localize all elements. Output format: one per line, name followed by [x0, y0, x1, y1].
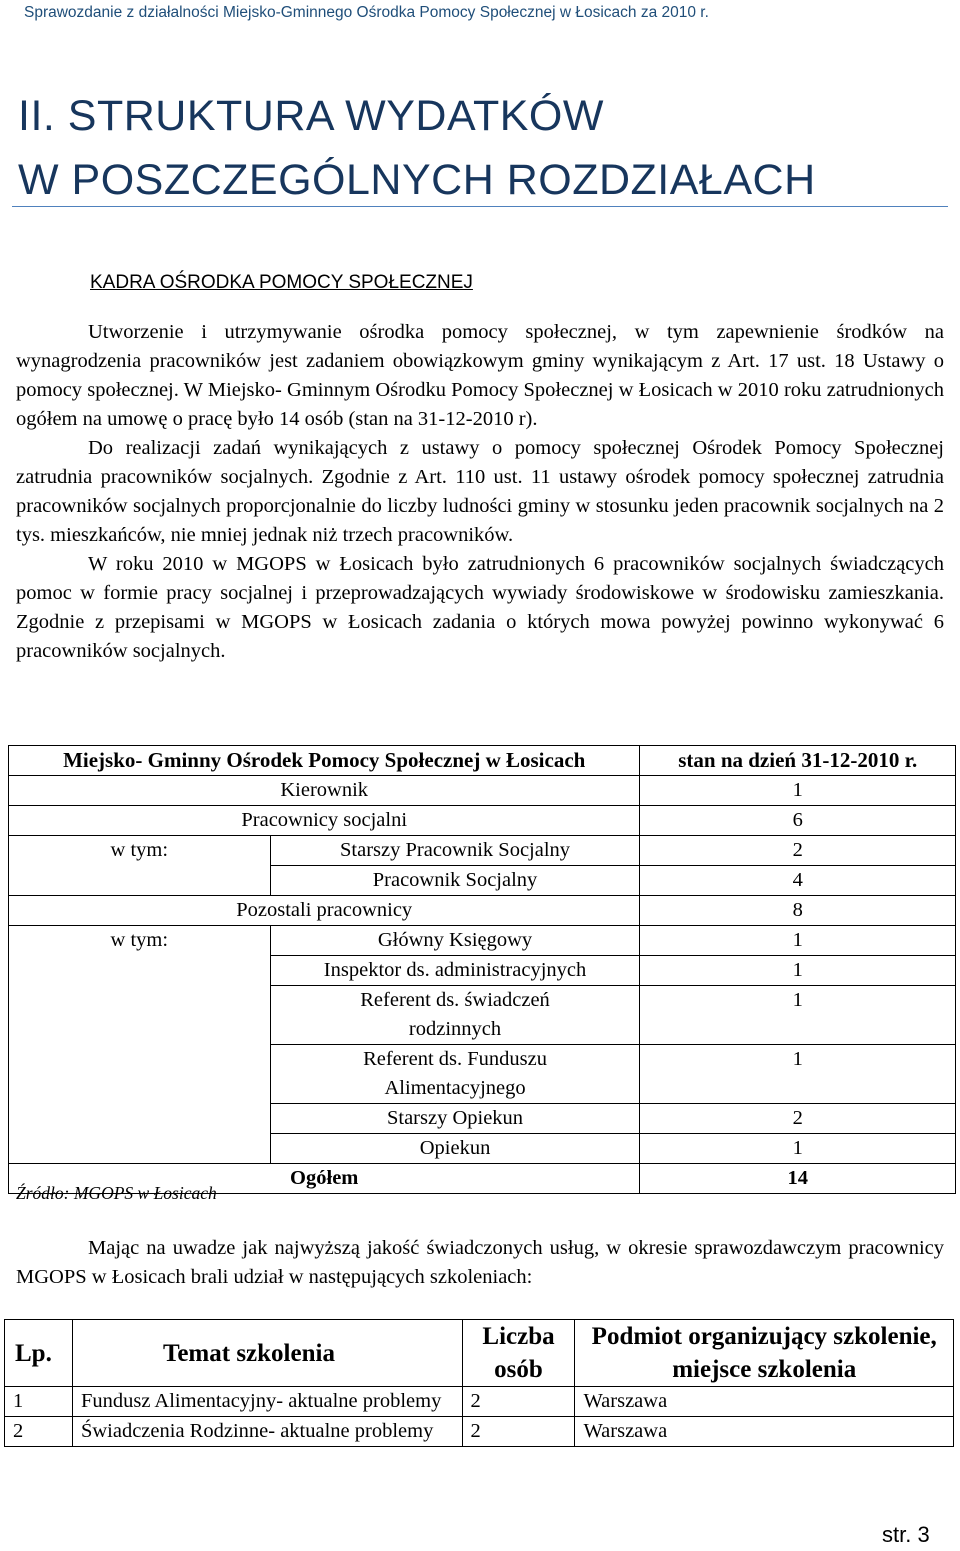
staff-label: Pracownicy socjalni	[9, 806, 640, 836]
col-header-organizer: Podmiot organizujący szkolenie, miejsce szkolenia	[575, 1320, 954, 1387]
staff-header-institution: Miejsko- Gminny Ośrodek Pomocy Społecznej w Łosicach	[9, 746, 640, 776]
staff-count: 1	[640, 1134, 956, 1164]
table-row	[9, 896, 956, 926]
subheading-kadra: KADRA OŚRODKA POMOCY SPOŁECZNEJ	[90, 272, 473, 293]
staff-label: Starszy Pracownik Socjalny	[270, 836, 640, 866]
paragraph-1: Utworzenie i utrzymywanie ośrodka pomocy społecznej, w tym zapewnienie środków na wynagrodzenia pracowników jest zadaniem obowiązkowym gminy wynikającym z Art. 17 ust. 18 Ustawy o pomocy społecznej. W Miejsko- Gminnym Ośrodku Pomocy Społecznej w Łosicach w 2010 roku zatrudnionych ogółem na umowę o pracę było 14 osób (stan na 31-12-2010 r).	[16, 321, 944, 430]
staff-label: Starszy Opiekun	[270, 1104, 640, 1134]
paragraph-3: W roku 2010 w MGOPS w Łosicach było zatrudnionych 6 pracowników socjalnych świadczących pomoc w formie pracy socjalnej i przeprowadzających wywiady środowiskowe w środowisku zamieszkania. Zgodnie z przepisami w MGOPS w Łosicach zadania o których mowa powyżej powinno wykonywać 6 pracowników socjalnych.	[16, 553, 944, 662]
table-row	[5, 1387, 954, 1417]
table-header-row	[5, 1320, 954, 1387]
table-row	[9, 926, 956, 956]
staff-table	[8, 745, 956, 1194]
section-heading	[18, 84, 948, 212]
col-header-lp: Lp.	[5, 1320, 73, 1387]
staff-wtym-label: w tym:	[9, 836, 271, 896]
staff-count: 8	[640, 896, 956, 926]
staff-header-date: stan na dzień 31-12-2010 r.	[640, 746, 956, 776]
staff-label: Główny Księgowy	[270, 926, 640, 956]
staff-count: 4	[640, 866, 956, 896]
page-number: str. 3	[882, 1522, 930, 1547]
staff-label: Inspektor ds. administracyjnych	[270, 956, 640, 986]
training-count: 2	[462, 1417, 575, 1447]
staff-label: Opiekun	[270, 1134, 640, 1164]
paragraph-2: Do realizacji zadań wynikających z ustawy o pomocy społecznej Ośrodek Pomocy Społecznej zatrudnia pracowników socjalnych. Zgodnie z Art. 110 ust. 11 ustawy ośrodek pomocy społecznej zatrudnia pracowników socjalnych proporcjonalnie do liczby ludności gminy w stosunku jeden pracownik socjalnych na 2 tys. mieszkańców, nie mniej jednak niż trzech pracowników.	[16, 437, 944, 546]
staff-count: 2	[640, 836, 956, 866]
training-table	[4, 1319, 954, 1447]
training-lp: 2	[5, 1417, 73, 1447]
col-header-topic: Temat szkolenia	[72, 1320, 462, 1387]
staff-count: 1	[640, 986, 956, 1045]
training-count: 2	[462, 1387, 575, 1417]
training-topic: Świadczenia Rodzinne- aktualne problemy	[72, 1417, 462, 1447]
staff-label: Referent ds. Funduszu Alimentacyjnego	[270, 1045, 640, 1104]
staff-label: Pozostali pracownicy	[9, 896, 640, 926]
staff-label: Kierownik	[9, 776, 640, 806]
staff-total-label: Ogółem	[9, 1164, 640, 1194]
table-row	[5, 1417, 954, 1447]
staff-label: Pracownik Socjalny	[270, 866, 640, 896]
staff-count: 1	[640, 1045, 956, 1104]
staff-wtym-label: w tym:	[9, 926, 271, 1164]
staff-count: 1	[640, 956, 956, 986]
training-topic: Fundusz Alimentacyjny- aktualne problemy	[72, 1387, 462, 1417]
table-row	[9, 776, 956, 806]
staff-count: 1	[640, 776, 956, 806]
source-note: Źródło: MGOPS w Łosicach	[16, 1183, 217, 1203]
staff-label: Referent ds. świadczeń rodzinnych	[270, 986, 640, 1045]
training-lp: 1	[5, 1387, 73, 1417]
staff-total-count: 14	[640, 1164, 956, 1194]
staff-count: 1	[640, 926, 956, 956]
staff-count: 2	[640, 1104, 956, 1134]
table-row	[9, 806, 956, 836]
body-text	[16, 318, 944, 666]
training-organizer: Warszawa	[575, 1387, 954, 1417]
section-heading-line-1: II. STRUKTURA WYDATKÓW	[18, 92, 604, 140]
table-row	[9, 836, 956, 866]
running-header: Sprawozdanie z działalności Miejsko-Gminnego Ośrodka Pomocy Społecznej w Łosicach za 2010 r.	[24, 4, 709, 21]
training-organizer: Warszawa	[575, 1417, 954, 1447]
staff-count: 6	[640, 806, 956, 836]
col-header-count: Liczba osób	[462, 1320, 575, 1387]
training-intro	[16, 1234, 944, 1292]
table-row	[9, 746, 956, 776]
section-heading-line-2: W POSZCZEGÓLNYCH ROZDZIAŁACH	[18, 156, 816, 204]
training-intro-text: Mając na uwadze jak najwyższą jakość świadczonych usług, w okresie sprawozdawczym pracownicy MGOPS w Łosicach brali udział w następujących szkoleniach:	[16, 1237, 944, 1288]
heading-divider	[12, 206, 948, 207]
